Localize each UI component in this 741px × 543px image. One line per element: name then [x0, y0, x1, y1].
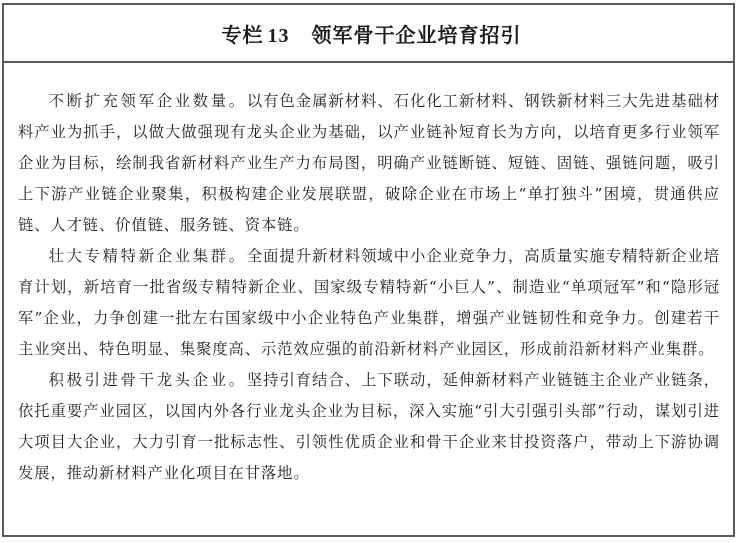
paragraph-lead: 不断扩充领军企业数量。 [48, 92, 247, 110]
column-title-text: 领军骨干企业培育招引 [311, 22, 522, 47]
paragraph-lead: 积极引进骨干龙头企业。 [48, 371, 247, 389]
paragraph-lead: 壮大专精特新企业集群。 [48, 247, 247, 265]
paragraph-body: 坚持引育结合、上下联动，延伸新材料产业链链主企业产业链条，依托重要产业园区，以国内外各行业龙头企业为目标，深入实施“引大引强引头部”行动，谋划引进大项目大企业，大力引育一批标志性、引领性优质企业和骨干企业来甘投资落户，带动上下游协调发展，推动新材料产业化项目在甘落地。 [18, 371, 720, 482]
paragraph-body: 以有色金属新材料、石化化工新材料、钢铁新材料三大先进基础材料产业为抓手，以做大做强现有龙头企业为基础，以产业链补短育长为方向，以培育更多行业领军企业为目标，绘制我省新材料产业生产力布局图，明确产业链断链、短链、固链、强链问题，吸引上下游产业链企业聚集，积极构建企业发展联盟，破除企业在市场上“单打独斗”困境，贯通供应链、人才链、价值链、服务链、资本链。 [18, 92, 720, 234]
column-content [4, 63, 733, 489]
title-bar [4, 5, 733, 63]
column-title-prefix: 专栏 [221, 22, 264, 47]
paragraph-introduce-key-enterprises [18, 365, 720, 489]
column-title [222, 19, 522, 48]
paragraph-specialized-enterprises [18, 241, 720, 365]
paragraph-expand-leading-enterprises [18, 86, 720, 241]
paragraph-body: 全面提升新材料领域中小企业竞争力，高质量实施专精特新企业培育计划，新培育一批省级专精特新企业、国家级专精特新“小巨人”、制造业“单项冠军”和“隐形冠军”企业，力争创建一批左右国家级中小企业特色产业集群，增强产业链韧性和竞争力。创建若干主业突出、特色明显、集聚度高、示范效应强的前沿新材料产业园区，形成前沿新材料产业集群。 [18, 247, 720, 358]
column-number: 13 [267, 24, 290, 47]
column-box [2, 3, 735, 537]
